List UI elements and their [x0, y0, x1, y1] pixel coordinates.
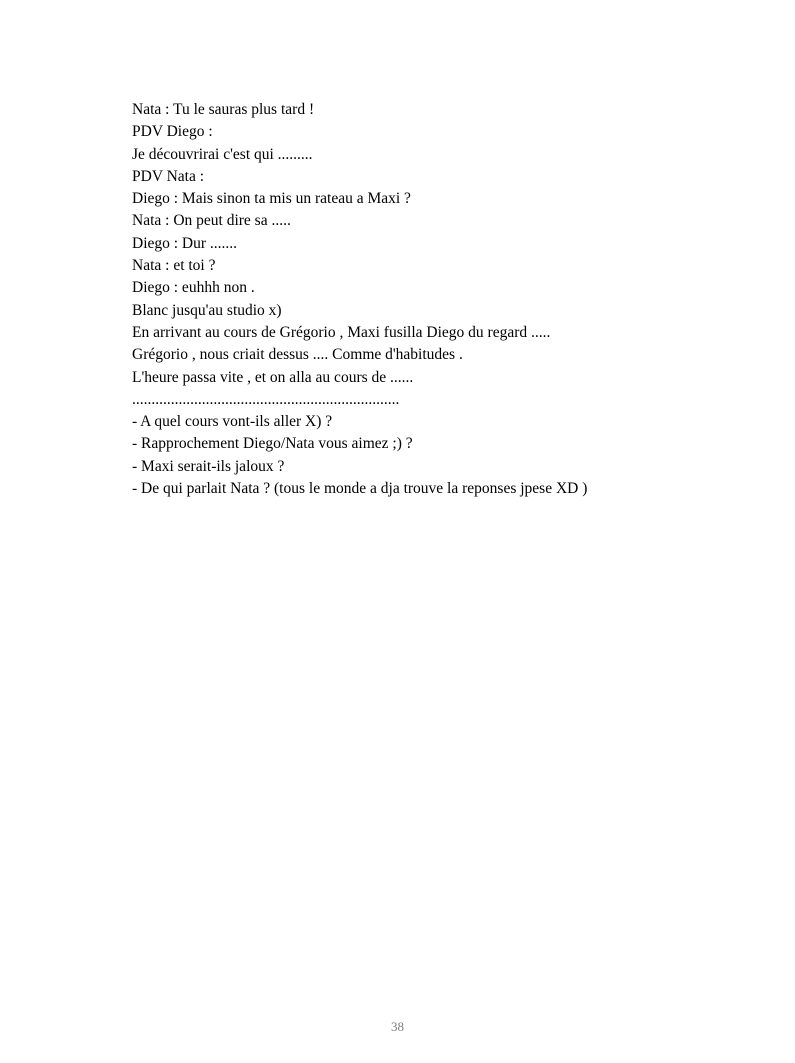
question-line: - Rapprochement Diego/Nata vous aimez ;) ?	[132, 435, 413, 453]
text-line: L'heure passa vite , et on alla au cours de ......	[132, 368, 414, 386]
body-text	[132, 99, 732, 500]
text-line: En arrivant au cours de Grégorio , Maxi fusilla Diego du regard .....	[132, 323, 551, 341]
text-line: Nata : Tu le sauras plus tard !	[132, 101, 315, 118]
text-line: Diego : euhhh non .	[132, 279, 255, 297]
question-line: - A quel cours vont-ils aller X) ?	[132, 413, 333, 431]
text-line: Blanc jusqu'au studio x)	[132, 301, 282, 319]
text-line: Diego : Dur .......	[132, 234, 238, 252]
question-line: - Maxi serait-ils jaloux ?	[132, 457, 285, 475]
text-line: PDV Nata :	[132, 167, 205, 185]
page-number: 38	[391, 1019, 404, 1034]
text-line: Diego : Mais sinon ta mis un rateau a Maxi ?	[132, 190, 411, 208]
text-line: Je découvrirai c'est qui .........	[132, 145, 313, 163]
text-line: Nata : et toi ?	[132, 257, 216, 275]
text-line: PDV Diego :	[132, 123, 213, 141]
question-line: - De qui parlait Nata ? (tous le monde a dja trouve la reponses jpese XD )	[132, 480, 588, 498]
text-line: Nata : On peut dire sa .....	[132, 212, 291, 230]
text-line: Grégorio , nous criait dessus .... Comme d'habitudes .	[132, 346, 463, 364]
dotted-separator: .....................................................................	[132, 390, 400, 408]
